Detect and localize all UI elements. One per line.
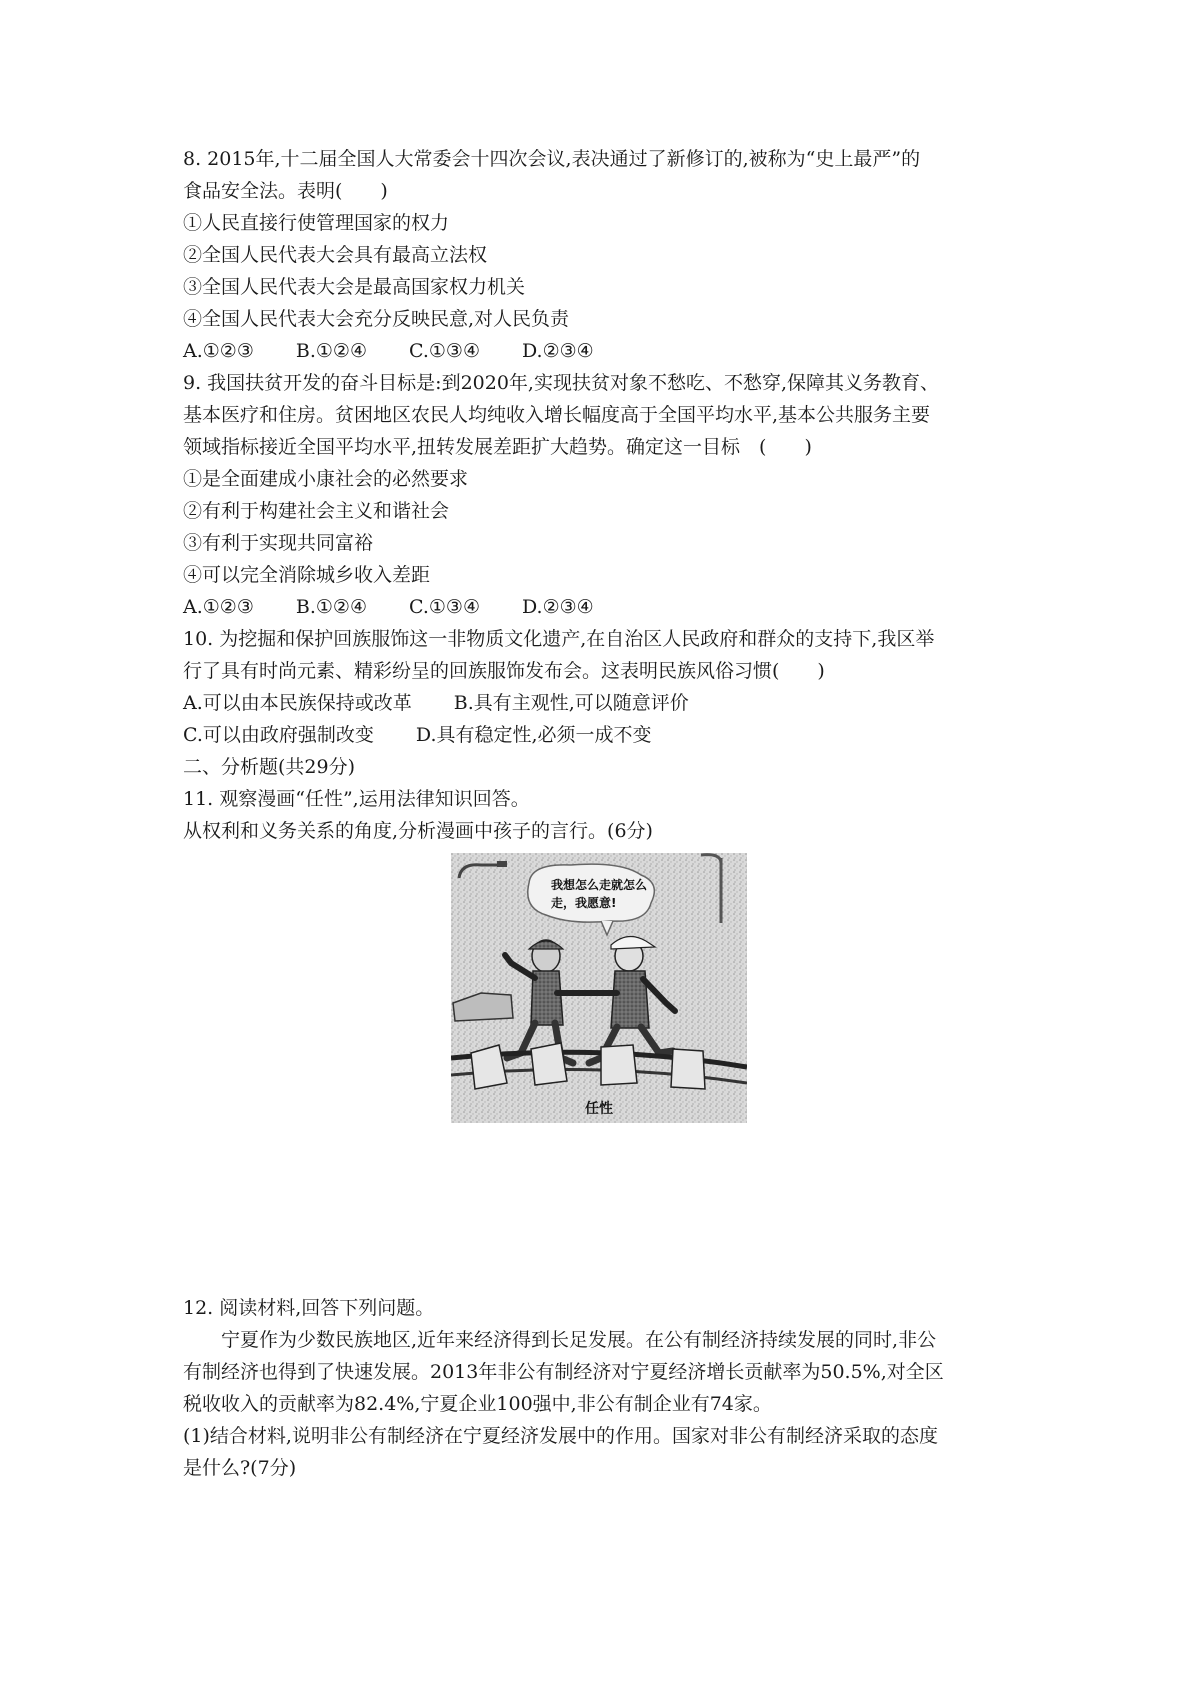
q8-item-1: ①人民直接行使管理国家的权力 — [183, 212, 450, 234]
q9-option-a[interactable]: A.①②③ — [183, 596, 254, 618]
q9-option-b[interactable]: B.①②④ — [295, 596, 367, 618]
q10-options-row-1 — [183, 687, 1033, 719]
q10-option-c[interactable]: C.可以由政府强制改变 — [183, 724, 374, 746]
q8-stem-line-2: 食品安全法。表明( ) — [183, 180, 388, 202]
question-8 — [183, 143, 1033, 367]
cartoon-figure — [451, 853, 747, 1123]
barrier-block-4 — [671, 1049, 705, 1089]
q11-stem-line-2: 从权利和义务关系的角度,分析漫画中孩子的言行。(6分) — [183, 820, 653, 842]
q10-option-a[interactable]: A.可以由本民族保持或改革 — [183, 692, 412, 714]
speech-text-line-1: 我想怎么走就怎么 — [551, 878, 648, 892]
section-2-heading: 二、分析题(共29分) — [183, 756, 356, 778]
q9-stem-line-3: 领域指标接近全国平均水平,扭转发展差距扩大趋势。确定这一目标 ( ) — [183, 436, 812, 458]
q8-item-4: ④全国人民代表大会充分反映民意,对人民负责 — [183, 308, 570, 330]
exam-page-upper — [183, 143, 1033, 847]
speech-bubble — [528, 864, 655, 922]
q8-option-d[interactable]: D.②③④ — [521, 340, 594, 362]
question-10 — [183, 623, 1033, 751]
question-9 — [183, 367, 1033, 623]
q12-stem: 12. 阅读材料,回答下列问题。 — [183, 1297, 435, 1319]
q8-option-a[interactable]: A.①②③ — [183, 340, 254, 362]
q12-sub1-line-2: 是什么?(7分) — [183, 1457, 297, 1479]
question-12 — [183, 1292, 1033, 1484]
speech-text-line-2: 走，我愿意! — [551, 896, 617, 910]
q12-sub1-line-1: (1)结合材料,说明非公有制经济在宁夏经济发展中的作用。国家对非公有制经济采取的态度 — [183, 1425, 938, 1447]
q8-item-3: ③全国人民代表大会是最高国家权力机关 — [183, 276, 526, 298]
question-11 — [183, 783, 1033, 847]
q12-material-line-1: 宁夏作为少数民族地区,近年来经济得到长足发展。在公有制经济持续发展的同时,非公 — [221, 1329, 937, 1351]
q12-material-line-3: 税收收入的贡献率为82.4%,宁夏企业100强中,非公有制企业有74家。 — [183, 1393, 772, 1415]
q9-stem-line-1: 9. 我国扶贫开发的奋斗目标是:到2020年,实现扶贫对象不愁吃、不愁穿,保障其义务教育、 — [183, 372, 940, 394]
barrier-block-3 — [601, 1045, 637, 1085]
q8-stem-line-1: 8. 2015年,十二届全国人大常委会十四次会议,表决通过了新修订的,被称为“史上最严”的 — [183, 148, 921, 170]
q8-option-c[interactable]: C.①③④ — [408, 340, 480, 362]
lamp-head-left — [497, 861, 507, 867]
q8-item-2: ②全国人民代表大会具有最高立法权 — [183, 244, 488, 266]
q10-stem-line-1: 10. 为挖掘和保护回族服饰这一非物质文化遗产,在自治区人民政府和群众的支持下,我区举 — [183, 628, 935, 650]
barrier-block-2 — [531, 1043, 567, 1085]
q9-option-d[interactable]: D.②③④ — [521, 596, 594, 618]
q11-stem-line-1: 11. 观察漫画“任性”,运用法律知识回答。 — [183, 788, 530, 810]
q9-item-3: ③有利于实现共同富裕 — [183, 532, 374, 554]
q9-stem-line-2: 基本医疗和住房。贫困地区农民人均纯收入增长幅度高于全国平均水平,基本公共服务主要 — [183, 404, 931, 426]
cartoon-caption: 任性 — [585, 1101, 613, 1117]
q10-option-d[interactable]: D.具有稳定性,必须一成不变 — [415, 724, 652, 746]
q12-material-line-2: 有制经济也得到了快速发展。2013年非公有制经济对宁夏经济增长贡献率为50.5%,对全区 — [183, 1361, 944, 1383]
q9-item-1: ①是全面建成小康社会的必然要求 — [183, 468, 469, 490]
q9-item-2: ②有利于构建社会主义和谐社会 — [183, 500, 450, 522]
q9-item-4: ④可以完全消除城乡收入差距 — [183, 564, 431, 586]
q10-options-row-2 — [183, 719, 1033, 751]
q10-stem-line-2: 行了具有时尚元素、精彩纷呈的回族服饰发布会。这表明民族风俗习惯( ) — [183, 660, 825, 682]
q8-option-b[interactable]: B.①②④ — [295, 340, 367, 362]
q9-option-c[interactable]: C.①③④ — [408, 596, 480, 618]
q9-options — [183, 591, 1033, 623]
q10-option-b[interactable]: B.具有主观性,可以随意评价 — [453, 692, 689, 714]
q8-options — [183, 335, 1033, 367]
